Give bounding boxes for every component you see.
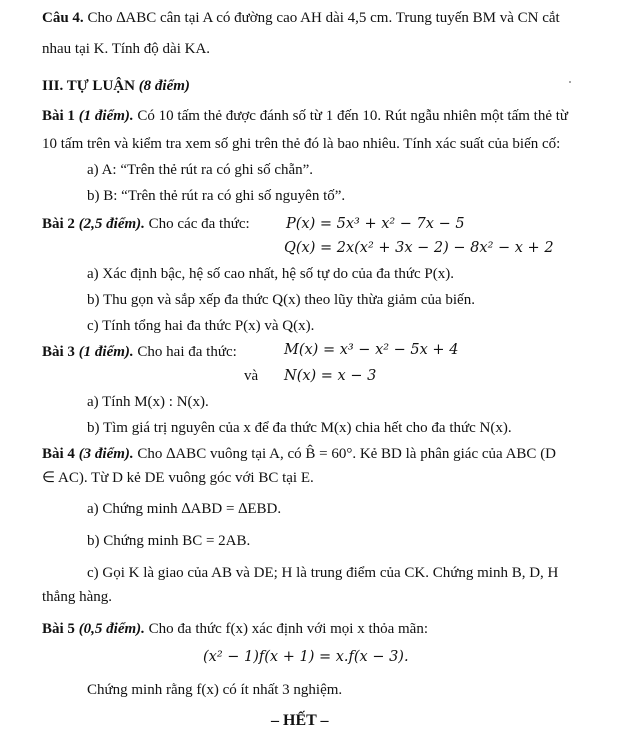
bai5-prove: Chứng minh rằng f(x) có ít nhất 3 nghiệm. (87, 682, 343, 698)
bai3-part-b: b) Tìm giá trị nguyên của x để đa thức M(x) chia hết cho đa thức N(x). (87, 420, 512, 436)
bai1-line1 (42, 106, 568, 126)
polynomial-q: Q(x) = 2x(x² + 3x − 2) − 8x² − x + 2 (284, 240, 554, 256)
bai4-label: Bài 4 (42, 446, 75, 462)
bai2-intro: Cho các đa thức: (144, 216, 250, 232)
section-points: (8 điểm) (134, 78, 190, 94)
bai4-line1 (42, 444, 556, 464)
section-title: III. TỰ LUẬN (42, 78, 135, 94)
cau4-text: Cho ∆ABC cân tại A có đường cao AH dài 4,5 cm. Trung tuyến BM và CN cắt (83, 10, 560, 26)
cau4-line2: nhau tại K. Tính độ dài KA. (42, 41, 211, 57)
polynomial-p: P(x) = 5x³ + x² − 7x − 5 (286, 216, 465, 232)
bai3-part-a: a) Tính M(x) : N(x). (87, 394, 209, 410)
bai3-points: (1 điểm). (74, 344, 134, 360)
bai1-points: (1 điểm). (74, 108, 134, 124)
bai1-line2: 10 tấm trên và kiểm tra xem số ghi trên thẻ đó là bao nhiêu. Tính xác suất của biến cố: (42, 136, 561, 152)
bai2-part-b: b) Thu gọn và sắp xếp đa thức Q(x) theo lũy thừa giảm của biến. (87, 292, 475, 308)
cau4-line1 (42, 8, 560, 28)
bai3-intro-line (42, 342, 237, 362)
bai2-part-c: c) Tính tổng hai đa thức P(x) và Q(x). (87, 318, 315, 334)
bai2-points: (2,5 điểm). (74, 216, 145, 232)
bai3-label: Bài 3 (42, 344, 75, 360)
speck (569, 81, 571, 83)
bai5-label: Bài 5 (42, 621, 75, 637)
bai4-text: Cho ∆ABC vuông tại A, có B̂ = 60°. Kẻ BD là phân giác của ABC (D (133, 446, 557, 462)
bai2-intro-line (42, 214, 250, 234)
end-marker: – HẾT – (271, 712, 329, 729)
bai4-points: (3 điểm). (74, 446, 134, 462)
bai4-part-b: b) Chứng minh BC = 2AB. (87, 533, 251, 549)
polynomial-n: N(x) = x − 3 (284, 368, 377, 384)
section-heading (42, 76, 190, 96)
bai4-part-c-line2: thẳng hàng. (42, 589, 112, 605)
bai1-part-b: b) B: “Trên thẻ rút ra có ghi số nguyên tố”. (87, 188, 346, 204)
bai1-label: Bài 1 (42, 108, 75, 124)
bai5-intro-line (42, 619, 428, 639)
bai4-part-a: a) Chứng minh ∆ABD = ∆EBD. (87, 501, 282, 517)
bai4-line2: ∈ AC). Từ D kẻ DE vuông góc với BC tại E. (42, 470, 314, 486)
cau4-label: Câu 4. (42, 10, 84, 26)
bai2-label: Bài 2 (42, 216, 75, 232)
functional-equation: (x² − 1)f(x + 1) = x.f(x − 3). (203, 649, 409, 665)
bai5-intro: Cho đa thức f(x) xác định với mọi x thỏa mãn: (144, 621, 429, 637)
bai2-part-a: a) Xác định bậc, hệ số cao nhất, hệ số tự do của đa thức P(x). (87, 266, 454, 282)
bai1-part-a: a) A: “Trên thẻ rút ra có ghi số chẵn”. (87, 162, 314, 178)
bai1-text: Có 10 tấm thẻ được đánh số từ 1 đến 10. Rút ngẫu nhiên một tấm thẻ từ (133, 108, 569, 124)
bai4-part-c-line1: c) Gọi K là giao của AB và DE; H là trung điểm của CK. Chứng minh B, D, H (87, 565, 559, 581)
polynomial-m: M(x) = x³ − x² − 5x + 4 (284, 342, 459, 358)
bai3-va: và (244, 368, 259, 384)
bai5-points: (0,5 điểm). (74, 621, 145, 637)
bai3-intro: Cho hai đa thức: (133, 344, 237, 360)
